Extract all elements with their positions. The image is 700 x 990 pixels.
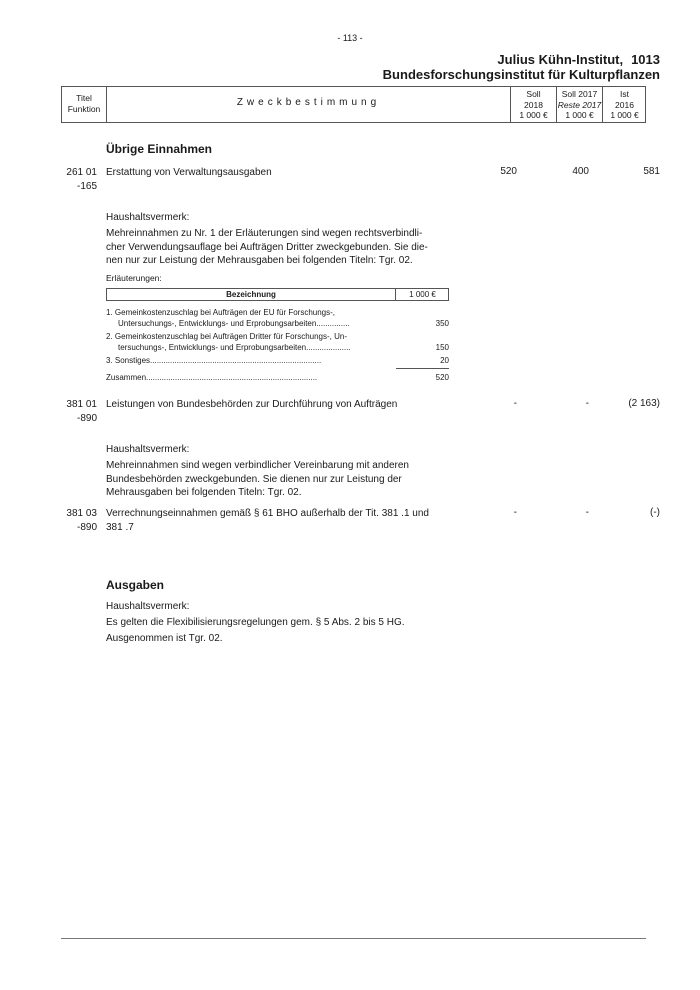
erl-total-value: 520 <box>435 373 449 382</box>
page-number: - 113 - <box>337 33 363 43</box>
header-ist-year: 2016 <box>615 99 634 110</box>
header-funktion-label: Funktion <box>67 103 101 114</box>
header-soll-unit: 1 000 € <box>519 110 548 120</box>
erl-header-unit: 1 000 € <box>409 290 436 299</box>
entry3-funktion-number: -890 <box>76 522 97 533</box>
erl-row-line: tersuchungs-, Entwicklungs- und Erprobungsarbeiten.................... <box>118 343 351 352</box>
entry2-reste: - <box>585 398 589 409</box>
entry3-soll: - <box>513 507 517 518</box>
institution-subtitle: Bundesforschungsinstitut für Kulturpflanzen <box>382 67 660 82</box>
erlaeuterungen-label: Erläuterungen: <box>106 273 162 283</box>
entry2-vermerk-line: Mehreinnahmen sind wegen verbindlicher Vereinbarung mit anderen <box>106 460 409 471</box>
header-soll-year: 2018 <box>524 99 543 110</box>
sum-divider <box>396 368 449 369</box>
section-heading-expenses: Ausgaben <box>106 578 165 592</box>
erl-header-bezeichnung: Bezeichnung <box>107 289 396 300</box>
entry3-text <box>106 507 429 535</box>
expenses-vermerk-line2: Ausgenommen ist Tgr. 02. <box>106 633 223 644</box>
entry1-vermerk-text <box>106 227 450 268</box>
entry1-soll: 520 <box>500 166 517 177</box>
header-soll-label: Soll <box>526 89 541 99</box>
entry2-funktion-number: -890 <box>76 413 97 424</box>
erl-row-value: 20 <box>440 356 449 365</box>
header-soll2017-label: Soll 2017 <box>561 89 598 99</box>
erl-row <box>106 355 449 367</box>
header-titel-funktion <box>62 87 107 122</box>
entry2-vermerk-line: Mehrausgaben bei folgenden Titeln: Tgr. 02. <box>106 487 302 498</box>
entry3-text-line: Verrechnungseinnahmen gemäß § 61 BHO außerhalb der Tit. 381 .1 und <box>106 508 429 519</box>
erl-row-desc <box>106 331 396 353</box>
footer-divider <box>61 938 646 939</box>
entry2-text: Leistungen von Bundesbehörden zur Durchführung von Aufträgen <box>106 399 398 410</box>
erl-row-line: 2. Gemeinkostenzuschlag bei Aufträgen Dritter für Forschungs-, Un- <box>106 332 347 341</box>
erl-row <box>106 331 449 355</box>
section-heading-income: Übrige Einnahmen <box>106 142 213 156</box>
erl-row-value: 150 <box>435 343 449 352</box>
erl-row-line: Untersuchungs-, Entwicklungs- und Erprobungsarbeiten............... <box>118 319 350 328</box>
header-titel-label: Titel <box>76 93 92 103</box>
entry2-vermerk-text <box>106 459 450 500</box>
erl-row-line: 1. Gemeinkostenzuschlag bei Aufträgen der EU für Forschungs-, <box>106 308 336 317</box>
entry3-titel <box>61 507 97 535</box>
entry1-reste: 400 <box>572 166 589 177</box>
entry1-vermerk-line: Mehreinnahmen zu Nr. 1 der Erläuterungen sind wegen rechtsverbindli- <box>106 228 423 239</box>
entry2-soll: - <box>513 398 517 409</box>
entry1-vermerk-label: Haushaltsvermerk: <box>106 212 190 223</box>
entry2-titel-number: 381 01 <box>66 399 97 410</box>
entry3-ist: (-) <box>650 507 660 518</box>
erl-row <box>106 307 449 331</box>
expenses-vermerk-label: Haushaltsvermerk: <box>106 601 190 612</box>
entry2-ist: (2 163) <box>628 398 660 409</box>
entry1-funktion-number: -165 <box>76 181 97 192</box>
erl-total-label: Zusammen............................................................................. <box>106 373 318 382</box>
entry1-ist: 581 <box>643 166 660 177</box>
chapter-number: 1013 <box>631 52 660 67</box>
erl-total-row <box>106 372 449 384</box>
entry2-vermerk-line: Bundesbehörden zweckgebunden. Sie dienen nur zur Leistung der <box>106 473 402 485</box>
entry2-vermerk-label: Haushaltsvermerk: <box>106 444 190 455</box>
header-soll-2018 <box>511 87 557 122</box>
header-soll-2017 <box>557 87 603 122</box>
header-ist-2016 <box>603 87 646 122</box>
entry1-vermerk-line: cher Verwendungsauflage bei Aufträgen Dritter zweckgebunden. Sie die- <box>106 241 428 253</box>
entry1-titel <box>61 166 97 194</box>
entry2-titel <box>61 398 97 426</box>
entry3-text-line: 381 .7 <box>106 522 134 533</box>
entry3-titel-number: 381 03 <box>66 508 97 519</box>
entry1-titel-number: 261 01 <box>66 167 97 178</box>
erl-row-value: 350 <box>435 319 449 328</box>
erlaeuterungen-table-header <box>106 288 449 301</box>
erl-row-desc: 3. Sonstiges............................................................................. <box>106 356 322 365</box>
entry1-text: Erstattung von Verwaltungsausgaben <box>106 167 272 178</box>
header-soll2017-unit: 1 000 € <box>565 110 594 120</box>
institution-title <box>497 52 660 67</box>
expenses-vermerk-line1: Es gelten die Flexibilisierungsregelungen gem. § 5 Abs. 2 bis 5 HG. <box>106 617 405 628</box>
header-reste-label: Reste 2017 <box>557 99 602 110</box>
table-header <box>61 86 646 123</box>
header-zweckbestimmung: Zweckbestimmung <box>107 87 511 122</box>
entry3-reste: - <box>585 507 589 518</box>
erl-row-desc <box>106 307 396 329</box>
entry1-vermerk-line: nen nur zur Leistung der Mehrausgaben bei folgenden Titeln: Tgr. 02. <box>106 255 413 266</box>
header-ist-unit: 1 000 € <box>610 110 639 120</box>
institution-name: Julius Kühn-Institut, <box>497 52 624 67</box>
header-ist-label: Ist <box>620 89 629 99</box>
